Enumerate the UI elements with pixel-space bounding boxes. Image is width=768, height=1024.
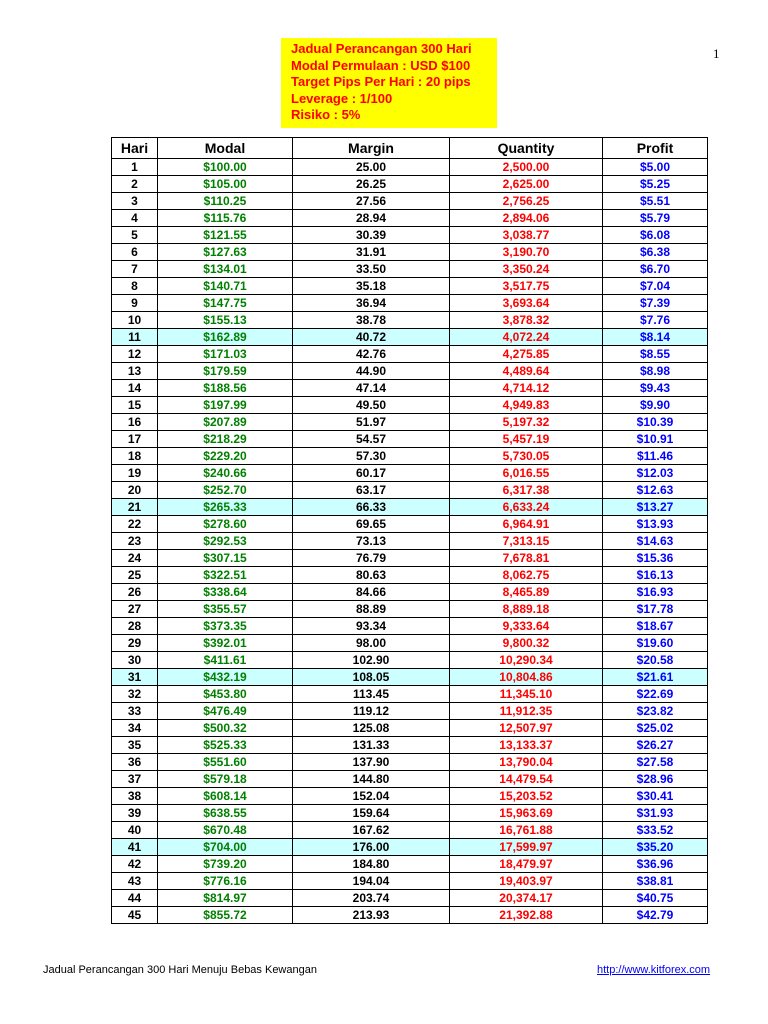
cell-modal: $476.49 (158, 703, 293, 720)
cell-quantity: 13,133.37 (450, 737, 603, 754)
cell-margin: 167.62 (293, 822, 450, 839)
cell-margin: 73.13 (293, 533, 450, 550)
cell-quantity: 6,317.38 (450, 482, 603, 499)
cell-modal: $155.13 (158, 312, 293, 329)
cell-hari: 14 (112, 380, 158, 397)
cell-profit: $5.25 (603, 176, 708, 193)
cell-quantity: 2,625.00 (450, 176, 603, 193)
table-row (112, 312, 708, 329)
cell-hari: 37 (112, 771, 158, 788)
cell-modal: $140.71 (158, 278, 293, 295)
cell-hari: 26 (112, 584, 158, 601)
cell-quantity: 4,949.83 (450, 397, 603, 414)
header-box (281, 38, 497, 128)
page-number: 1 (713, 46, 720, 61)
cell-margin: 203.74 (293, 890, 450, 907)
cell-profit: $27.58 (603, 754, 708, 771)
cell-modal: $278.60 (158, 516, 293, 533)
cell-hari: 23 (112, 533, 158, 550)
cell-hari: 28 (112, 618, 158, 635)
cell-hari: 39 (112, 805, 158, 822)
table-row (112, 431, 708, 448)
cell-profit: $16.13 (603, 567, 708, 584)
cell-modal: $218.29 (158, 431, 293, 448)
cell-margin: 44.90 (293, 363, 450, 380)
table-row (112, 244, 708, 261)
cell-margin: 88.89 (293, 601, 450, 618)
cell-profit: $36.96 (603, 856, 708, 873)
cell-margin: 159.64 (293, 805, 450, 822)
table-row (112, 584, 708, 601)
cell-quantity: 7,313.15 (450, 533, 603, 550)
table-row (112, 346, 708, 363)
cell-modal: $739.20 (158, 856, 293, 873)
cell-quantity: 3,517.75 (450, 278, 603, 295)
cell-quantity: 11,345.10 (450, 686, 603, 703)
header-starting-capital: Modal Permulaan : USD $100 (291, 57, 471, 73)
cell-quantity: 12,507.97 (450, 720, 603, 737)
cell-profit: $42.79 (603, 907, 708, 924)
cell-quantity: 4,489.64 (450, 363, 603, 380)
cell-modal: $453.80 (158, 686, 293, 703)
cell-profit: $8.14 (603, 329, 708, 346)
cell-modal: $579.18 (158, 771, 293, 788)
cell-margin: 108.05 (293, 669, 450, 686)
cell-hari: 12 (112, 346, 158, 363)
cell-profit: $23.82 (603, 703, 708, 720)
cell-modal: $162.89 (158, 329, 293, 346)
cell-modal: $134.01 (158, 261, 293, 278)
cell-modal: $265.33 (158, 499, 293, 516)
cell-modal: $638.55 (158, 805, 293, 822)
cell-profit: $5.79 (603, 210, 708, 227)
cell-modal: $105.00 (158, 176, 293, 193)
planning-table (111, 137, 708, 924)
table-header-row (112, 138, 708, 159)
cell-profit: $13.27 (603, 499, 708, 516)
cell-hari: 13 (112, 363, 158, 380)
table-row (112, 176, 708, 193)
cell-margin: 93.34 (293, 618, 450, 635)
table-row (112, 278, 708, 295)
cell-profit: $35.20 (603, 839, 708, 856)
cell-margin: 25.00 (293, 159, 450, 176)
cell-quantity: 17,599.97 (450, 839, 603, 856)
cell-margin: 119.12 (293, 703, 450, 720)
cell-quantity: 2,756.25 (450, 193, 603, 210)
cell-hari: 40 (112, 822, 158, 839)
cell-quantity: 13,790.04 (450, 754, 603, 771)
cell-modal: $121.55 (158, 227, 293, 244)
table-row (112, 397, 708, 414)
cell-profit: $6.08 (603, 227, 708, 244)
table-row (112, 788, 708, 805)
table-row (112, 533, 708, 550)
cell-profit: $10.39 (603, 414, 708, 431)
cell-margin: 51.97 (293, 414, 450, 431)
cell-quantity: 3,350.24 (450, 261, 603, 278)
cell-hari: 44 (112, 890, 158, 907)
cell-modal: $292.53 (158, 533, 293, 550)
cell-profit: $16.93 (603, 584, 708, 601)
table-row (112, 448, 708, 465)
cell-profit: $25.02 (603, 720, 708, 737)
cell-profit: $8.98 (603, 363, 708, 380)
cell-hari: 36 (112, 754, 158, 771)
footer-title: Jadual Perancangan 300 Hari Menuju Bebas Kewangan (43, 964, 317, 976)
cell-margin: 47.14 (293, 380, 450, 397)
table-row (112, 363, 708, 380)
cell-profit: $22.69 (603, 686, 708, 703)
cell-quantity: 2,500.00 (450, 159, 603, 176)
table-row (112, 482, 708, 499)
cell-hari: 10 (112, 312, 158, 329)
cell-hari: 16 (112, 414, 158, 431)
cell-quantity: 2,894.06 (450, 210, 603, 227)
cell-profit: $9.90 (603, 397, 708, 414)
cell-quantity: 16,761.88 (450, 822, 603, 839)
cell-modal: $704.00 (158, 839, 293, 856)
cell-quantity: 3,878.32 (450, 312, 603, 329)
cell-hari: 9 (112, 295, 158, 312)
footer-link[interactable]: http://www.kitforex.com (597, 964, 711, 976)
cell-hari: 31 (112, 669, 158, 686)
cell-hari: 33 (112, 703, 158, 720)
cell-profit: $30.41 (603, 788, 708, 805)
cell-profit: $6.70 (603, 261, 708, 278)
cell-profit: $5.00 (603, 159, 708, 176)
table-row (112, 618, 708, 635)
cell-modal: $100.00 (158, 159, 293, 176)
header-title: Jadual Perancangan 300 Hari (291, 41, 472, 56)
cell-quantity: 5,197.32 (450, 414, 603, 431)
cell-margin: 31.91 (293, 244, 450, 261)
cell-profit: $14.63 (603, 533, 708, 550)
cell-margin: 113.45 (293, 686, 450, 703)
column-header-hari: Hari (112, 138, 158, 159)
cell-margin: 98.00 (293, 635, 450, 652)
cell-profit: $10.91 (603, 431, 708, 448)
cell-profit: $13.93 (603, 516, 708, 533)
cell-hari: 18 (112, 448, 158, 465)
cell-quantity: 8,062.75 (450, 567, 603, 584)
table-body (112, 159, 708, 924)
cell-hari: 1 (112, 159, 158, 176)
cell-quantity: 8,465.89 (450, 584, 603, 601)
cell-quantity: 15,963.69 (450, 805, 603, 822)
cell-margin: 42.76 (293, 346, 450, 363)
cell-hari: 22 (112, 516, 158, 533)
table-row (112, 703, 708, 720)
cell-hari: 4 (112, 210, 158, 227)
cell-profit: $20.58 (603, 652, 708, 669)
table-row (112, 227, 708, 244)
table-row (112, 414, 708, 431)
header-risk: Risiko : 5% (291, 107, 361, 122)
table-row (112, 720, 708, 737)
cell-margin: 36.94 (293, 295, 450, 312)
cell-modal: $338.64 (158, 584, 293, 601)
cell-margin: 33.50 (293, 261, 450, 278)
cell-modal: $373.35 (158, 618, 293, 635)
cell-profit: $40.75 (603, 890, 708, 907)
cell-quantity: 21,392.88 (450, 907, 603, 924)
cell-quantity: 14,479.54 (450, 771, 603, 788)
cell-margin: 131.33 (293, 737, 450, 754)
table-row (112, 907, 708, 924)
cell-quantity: 20,374.17 (450, 890, 603, 907)
cell-margin: 27.56 (293, 193, 450, 210)
table-row (112, 890, 708, 907)
cell-modal: $814.97 (158, 890, 293, 907)
cell-hari: 17 (112, 431, 158, 448)
cell-profit: $38.81 (603, 873, 708, 890)
cell-quantity: 6,964.91 (450, 516, 603, 533)
cell-margin: 102.90 (293, 652, 450, 669)
cell-hari: 35 (112, 737, 158, 754)
cell-quantity: 5,730.05 (450, 448, 603, 465)
cell-quantity: 4,714.12 (450, 380, 603, 397)
cell-quantity: 4,275.85 (450, 346, 603, 363)
cell-modal: $240.66 (158, 465, 293, 482)
column-header-quantity: Quantity (450, 138, 603, 159)
cell-quantity: 6,016.55 (450, 465, 603, 482)
cell-quantity: 3,693.64 (450, 295, 603, 312)
cell-profit: $31.93 (603, 805, 708, 822)
table-row (112, 771, 708, 788)
cell-hari: 3 (112, 193, 158, 210)
cell-margin: 54.57 (293, 431, 450, 448)
table-row (112, 822, 708, 839)
cell-profit: $33.52 (603, 822, 708, 839)
table-row (112, 686, 708, 703)
cell-margin: 30.39 (293, 227, 450, 244)
cell-profit: $17.78 (603, 601, 708, 618)
table-row (112, 465, 708, 482)
table-row (112, 839, 708, 856)
cell-modal: $252.70 (158, 482, 293, 499)
cell-quantity: 9,800.32 (450, 635, 603, 652)
cell-modal: $392.01 (158, 635, 293, 652)
table-row (112, 567, 708, 584)
table-row (112, 601, 708, 618)
cell-hari: 6 (112, 244, 158, 261)
table-row (112, 261, 708, 278)
cell-modal: $110.25 (158, 193, 293, 210)
cell-quantity: 3,038.77 (450, 227, 603, 244)
cell-quantity: 5,457.19 (450, 431, 603, 448)
cell-quantity: 11,912.35 (450, 703, 603, 720)
cell-profit: $12.03 (603, 465, 708, 482)
cell-modal: $147.75 (158, 295, 293, 312)
cell-profit: $8.55 (603, 346, 708, 363)
table-row (112, 210, 708, 227)
cell-hari: 30 (112, 652, 158, 669)
cell-profit: $7.04 (603, 278, 708, 295)
cell-profit: $26.27 (603, 737, 708, 754)
cell-profit: $12.63 (603, 482, 708, 499)
table-row (112, 669, 708, 686)
cell-margin: 176.00 (293, 839, 450, 856)
cell-profit: $7.39 (603, 295, 708, 312)
cell-profit: $19.60 (603, 635, 708, 652)
table-row (112, 873, 708, 890)
cell-modal: $322.51 (158, 567, 293, 584)
cell-profit: $15.36 (603, 550, 708, 567)
cell-modal: $525.33 (158, 737, 293, 754)
cell-modal: $207.89 (158, 414, 293, 431)
cell-modal: $229.20 (158, 448, 293, 465)
cell-hari: 7 (112, 261, 158, 278)
cell-margin: 57.30 (293, 448, 450, 465)
cell-hari: 41 (112, 839, 158, 856)
cell-profit: $6.38 (603, 244, 708, 261)
cell-modal: $307.15 (158, 550, 293, 567)
cell-margin: 38.78 (293, 312, 450, 329)
cell-hari: 8 (112, 278, 158, 295)
cell-hari: 42 (112, 856, 158, 873)
cell-hari: 32 (112, 686, 158, 703)
cell-quantity: 3,190.70 (450, 244, 603, 261)
table-row (112, 652, 708, 669)
cell-profit: $9.43 (603, 380, 708, 397)
cell-quantity: 6,633.24 (450, 499, 603, 516)
cell-modal: $670.48 (158, 822, 293, 839)
cell-modal: $197.99 (158, 397, 293, 414)
cell-hari: 15 (112, 397, 158, 414)
cell-hari: 20 (112, 482, 158, 499)
cell-modal: $355.57 (158, 601, 293, 618)
cell-margin: 60.17 (293, 465, 450, 482)
cell-quantity: 10,804.86 (450, 669, 603, 686)
cell-modal: $608.14 (158, 788, 293, 805)
cell-margin: 84.66 (293, 584, 450, 601)
table-row (112, 159, 708, 176)
cell-modal: $411.61 (158, 652, 293, 669)
cell-margin: 26.25 (293, 176, 450, 193)
table-row (112, 805, 708, 822)
cell-profit: $5.51 (603, 193, 708, 210)
cell-margin: 28.94 (293, 210, 450, 227)
cell-margin: 184.80 (293, 856, 450, 873)
table-row (112, 295, 708, 312)
cell-hari: 24 (112, 550, 158, 567)
table-row (112, 380, 708, 397)
cell-modal: $171.03 (158, 346, 293, 363)
cell-margin: 125.08 (293, 720, 450, 737)
cell-hari: 38 (112, 788, 158, 805)
table-row (112, 329, 708, 346)
cell-profit: $28.96 (603, 771, 708, 788)
table-row (112, 499, 708, 516)
cell-profit: $7.76 (603, 312, 708, 329)
cell-hari: 19 (112, 465, 158, 482)
cell-hari: 34 (112, 720, 158, 737)
cell-hari: 45 (112, 907, 158, 924)
cell-hari: 5 (112, 227, 158, 244)
table-row (112, 193, 708, 210)
cell-quantity: 9,333.64 (450, 618, 603, 635)
cell-hari: 27 (112, 601, 158, 618)
table-row (112, 516, 708, 533)
cell-margin: 69.65 (293, 516, 450, 533)
header-leverage: Leverage : 1/100 (291, 90, 393, 106)
cell-profit: $11.46 (603, 448, 708, 465)
cell-margin: 137.90 (293, 754, 450, 771)
cell-profit: $18.67 (603, 618, 708, 635)
cell-margin: 80.63 (293, 567, 450, 584)
cell-quantity: 10,290.34 (450, 652, 603, 669)
cell-modal: $115.76 (158, 210, 293, 227)
table-row (112, 635, 708, 652)
cell-hari: 11 (112, 329, 158, 346)
cell-hari: 25 (112, 567, 158, 584)
table-row (112, 550, 708, 567)
cell-margin: 35.18 (293, 278, 450, 295)
cell-modal: $179.59 (158, 363, 293, 380)
cell-quantity: 19,403.97 (450, 873, 603, 890)
column-header-modal: Modal (158, 138, 293, 159)
cell-quantity: 4,072.24 (450, 329, 603, 346)
cell-margin: 152.04 (293, 788, 450, 805)
cell-modal: $188.56 (158, 380, 293, 397)
cell-hari: 21 (112, 499, 158, 516)
cell-modal: $551.60 (158, 754, 293, 771)
cell-modal: $432.19 (158, 669, 293, 686)
cell-quantity: 8,889.18 (450, 601, 603, 618)
cell-margin: 66.33 (293, 499, 450, 516)
cell-modal: $500.32 (158, 720, 293, 737)
table-row (112, 856, 708, 873)
cell-quantity: 18,479.97 (450, 856, 603, 873)
column-header-profit: Profit (603, 138, 708, 159)
cell-margin: 40.72 (293, 329, 450, 346)
cell-quantity: 7,678.81 (450, 550, 603, 567)
cell-margin: 63.17 (293, 482, 450, 499)
cell-margin: 76.79 (293, 550, 450, 567)
column-header-margin: Margin (293, 138, 450, 159)
cell-quantity: 15,203.52 (450, 788, 603, 805)
cell-margin: 144.80 (293, 771, 450, 788)
table-row (112, 737, 708, 754)
cell-hari: 43 (112, 873, 158, 890)
cell-hari: 2 (112, 176, 158, 193)
cell-modal: $855.72 (158, 907, 293, 924)
cell-margin: 213.93 (293, 907, 450, 924)
cell-profit: $21.61 (603, 669, 708, 686)
header-target-pips: Target Pips Per Hari : 20 pips (291, 74, 471, 89)
cell-margin: 49.50 (293, 397, 450, 414)
cell-hari: 29 (112, 635, 158, 652)
cell-modal: $127.63 (158, 244, 293, 261)
cell-modal: $776.16 (158, 873, 293, 890)
cell-margin: 194.04 (293, 873, 450, 890)
table-row (112, 754, 708, 771)
